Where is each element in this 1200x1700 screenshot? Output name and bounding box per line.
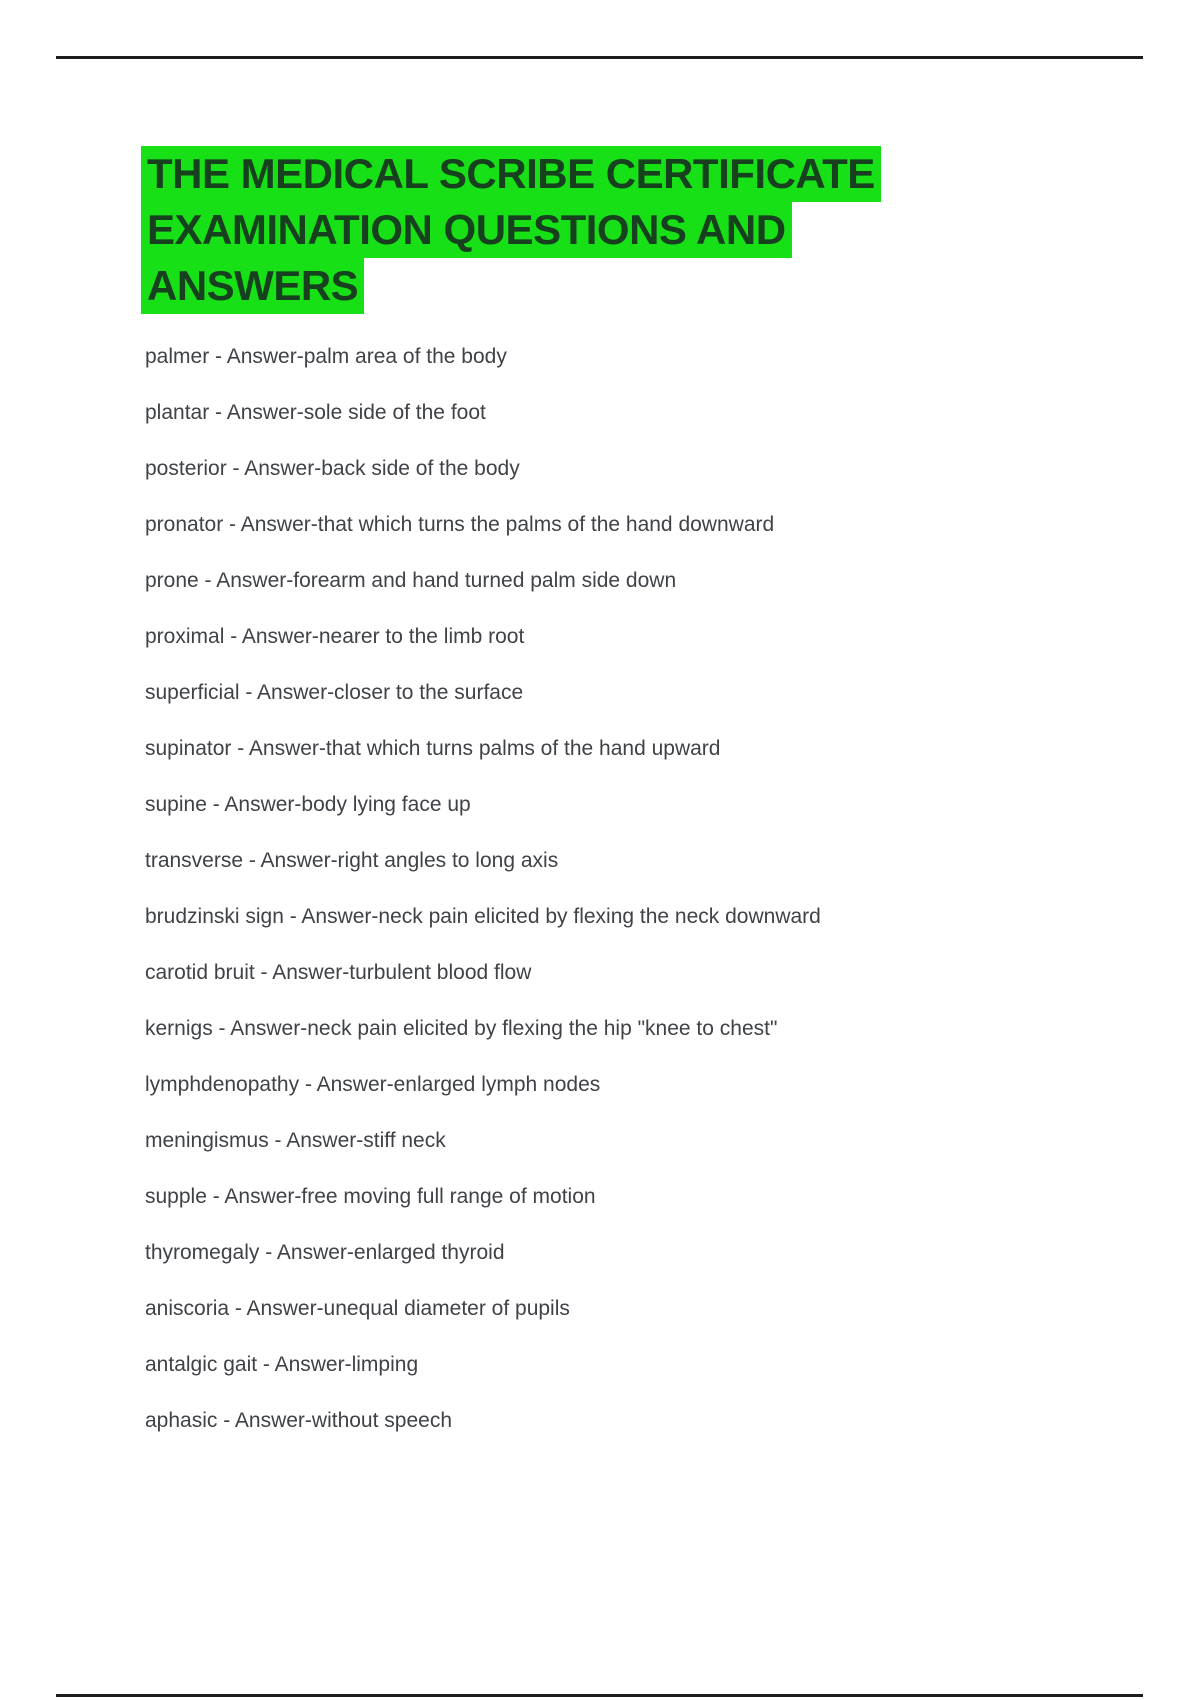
- title-highlight: ANSWERS: [141, 258, 364, 314]
- term-line: posterior - Answer-back side of the body: [145, 457, 520, 480]
- title-highlight: EXAMINATION QUESTIONS AND: [141, 202, 792, 258]
- term-line: transverse - Answer-right angles to long axis: [145, 849, 559, 872]
- title-highlight: THE MEDICAL SCRIBE CERTIFICATE: [141, 146, 881, 202]
- term-line: supine - Answer-body lying face up: [145, 793, 471, 816]
- term-line: meningismus - Answer-stiff neck: [145, 1129, 446, 1152]
- page-content: [145, 146, 1145, 1463]
- term-line: aphasic - Answer-without speech: [145, 1409, 452, 1432]
- term-list: [145, 343, 1145, 1434]
- term-line: prone - Answer-forearm and hand turned palm side down: [145, 569, 677, 592]
- title-line: [145, 258, 1145, 314]
- term-line: thyromegaly - Answer-enlarged thyroid: [145, 1241, 505, 1264]
- term-line: antalgic gait - Answer-limping: [145, 1353, 419, 1376]
- term-line: kernigs - Answer-neck pain elicited by flexing the hip "knee to chest": [145, 1017, 778, 1040]
- term-line: palmer - Answer-palm area of the body: [145, 345, 507, 368]
- term-line: supple - Answer-free moving full range of motion: [145, 1185, 596, 1208]
- term-line: superficial - Answer-closer to the surface: [145, 681, 524, 704]
- term-line: supinator - Answer-that which turns palms of the hand upward: [145, 737, 721, 760]
- term-line: carotid bruit - Answer-turbulent blood flow: [145, 961, 532, 984]
- term-line: plantar - Answer-sole side of the foot: [145, 401, 486, 424]
- bottom-rule: [56, 1694, 1143, 1697]
- term-line: aniscoria - Answer-unequal diameter of pupils: [145, 1297, 570, 1320]
- term-line: brudzinski sign - Answer-neck pain elicited by flexing the neck downward: [145, 905, 821, 928]
- title-line: [145, 202, 1145, 258]
- document-title: [145, 146, 1145, 314]
- title-line: [145, 146, 1145, 202]
- term-line: proximal - Answer-nearer to the limb root: [145, 625, 525, 648]
- top-rule: [56, 56, 1143, 59]
- term-line: pronator - Answer-that which turns the palms of the hand downward: [145, 513, 775, 536]
- term-line: lymphdenopathy - Answer-enlarged lymph nodes: [145, 1073, 601, 1096]
